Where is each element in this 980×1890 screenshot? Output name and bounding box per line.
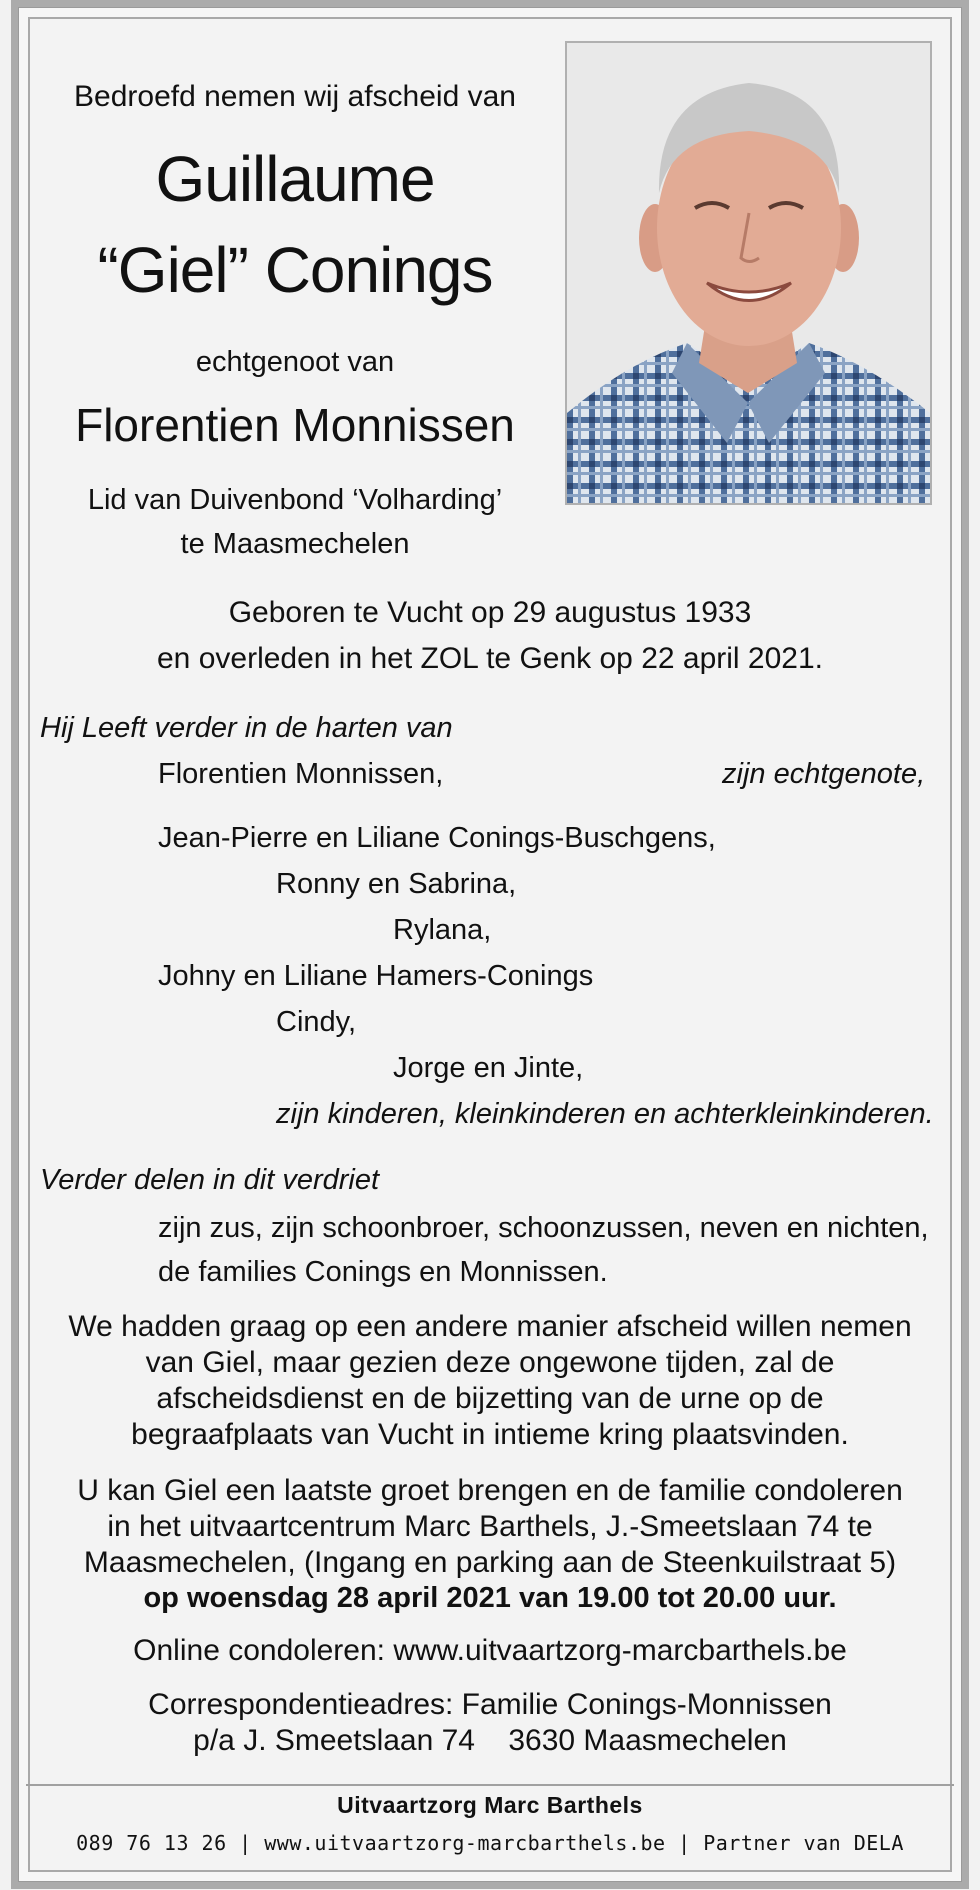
notice-p2-line: U kan Giel een laatste groet brengen en de familie condoleren bbox=[77, 1474, 903, 1507]
others-line1: zijn zus, zijn schoonbroer, schoonzussen, neven en nichten, bbox=[158, 1212, 929, 1244]
notice-p2-line: Maasmechelen, (Ingang en parking aan de Steenkuilstraat 5) bbox=[83, 1546, 897, 1579]
family-member: Jean-Pierre en Liliane Conings-Buschgens, bbox=[158, 822, 716, 854]
correspondence-address: Correspondentieadres: Familie Conings-Monnissen bbox=[148, 1688, 832, 1721]
family-spouse-role: zijn echtgenote, bbox=[722, 758, 926, 790]
visitation-time: op woensdag 28 april 2021 van 19.00 tot 20.00 uur. bbox=[143, 1582, 837, 1614]
notice-p2-line: in het uitvaartcentrum Marc Barthels, J.-Smeetslaan 74 te bbox=[107, 1510, 873, 1543]
family-member: Johny en Liliane Hamers-Conings bbox=[158, 960, 594, 992]
footer-contact bbox=[28, 1831, 952, 1855]
deceased-name-line2: “Giel” Conings bbox=[97, 234, 493, 306]
family-member: Cindy, bbox=[276, 1006, 357, 1038]
footer-separator: | bbox=[239, 1831, 252, 1855]
family-role: zijn kinderen, kleinkinderen en achterkleinkinderen. bbox=[276, 1098, 934, 1130]
family-member: Ronny en Sabrina, bbox=[276, 868, 517, 900]
footer-company: Uitvaartzorg Marc Barthels bbox=[337, 1792, 643, 1818]
spouse-intro: echtgenoot van bbox=[195, 346, 395, 378]
family-member: Jorge en Jinte, bbox=[393, 1052, 584, 1084]
deceased-name-line1: Guillaume bbox=[155, 143, 435, 215]
family-spouse: Florentien Monnissen, bbox=[158, 758, 444, 790]
footer-website[interactable]: www.uitvaartzorg-marcbarthels.be bbox=[264, 1831, 666, 1855]
portrait-photo bbox=[565, 41, 932, 505]
family-heading: Hij Leeft verder in de harten van bbox=[40, 712, 453, 744]
birth-line: Geboren te Vucht op 29 augustus 1933 bbox=[228, 596, 752, 629]
notice-p1-line: van Giel, maar gezien deze ongewone tijden, zal de bbox=[145, 1346, 835, 1379]
portrait-icon bbox=[567, 43, 930, 503]
footer-separator: | bbox=[678, 1831, 691, 1855]
club-line1: Lid van Duivenbond ‘Volharding’ bbox=[87, 484, 503, 516]
club-line2: te Maasmechelen bbox=[180, 528, 410, 560]
death-line: en overleden in het ZOL te Genk op 22 april 2021. bbox=[157, 642, 823, 675]
online-condolence: Online condoleren: www.uitvaartzorg-marcbarthels.be bbox=[133, 1634, 847, 1667]
family-member: Rylana, bbox=[393, 914, 492, 946]
others-line2: de families Conings en Monnissen. bbox=[158, 1256, 608, 1288]
spouse-name: Florentien Monnissen bbox=[75, 399, 515, 451]
footer-phone: 089 76 13 26 bbox=[76, 1831, 227, 1855]
footer-partner: Partner van DELA bbox=[703, 1831, 904, 1855]
intro-text: Bedroefd nemen wij afscheid van bbox=[74, 80, 516, 113]
notice-p1-line: begraafplaats van Vucht in intieme kring plaatsvinden. bbox=[131, 1418, 849, 1451]
others-heading: Verder delen in dit verdriet bbox=[40, 1164, 380, 1196]
footer-divider bbox=[26, 1784, 954, 1786]
correspondence-street: p/a J. Smeetslaan 74 3630 Maasmechelen bbox=[193, 1724, 787, 1757]
notice-p1-line: We hadden graag op een andere manier afscheid willen nemen bbox=[68, 1310, 912, 1343]
notice-p1-line: afscheidsdienst en de bijzetting van de urne op de bbox=[156, 1382, 824, 1415]
